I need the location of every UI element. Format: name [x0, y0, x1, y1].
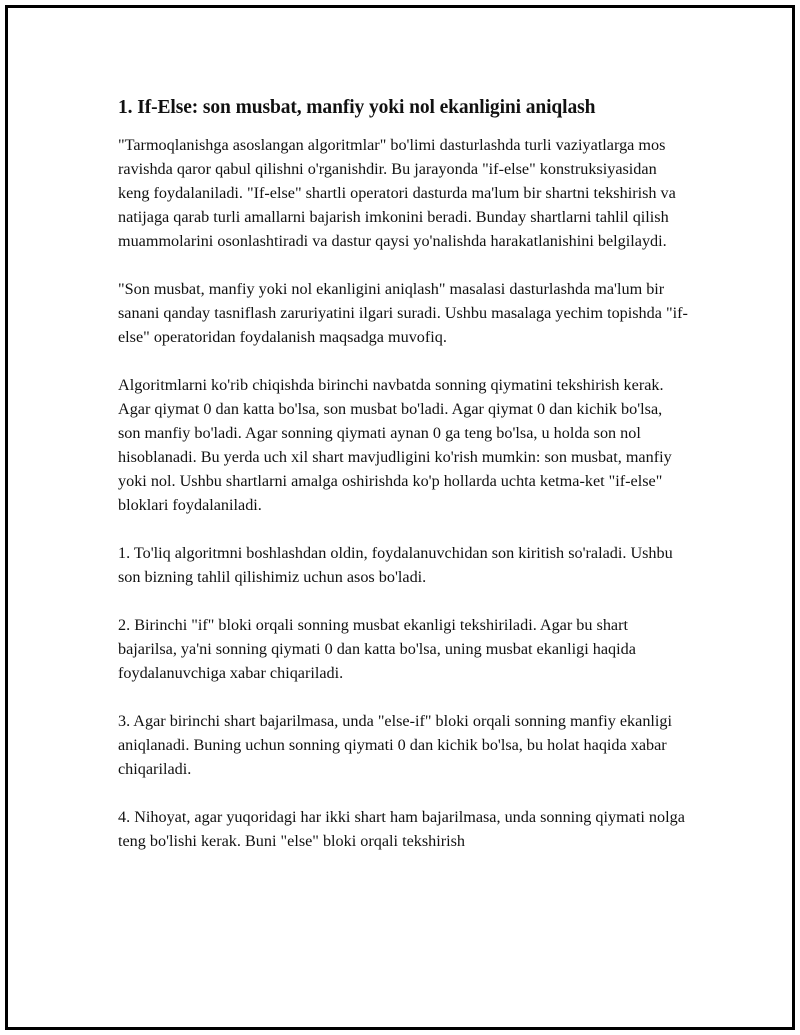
paragraph-step-1: 1. To'liq algoritmni boshlashdan oldin, foydalanuvchidan son kiritish so'raladi. Ushbu son bizning tahlil qilishimiz uchun asos bo'ladi. [118, 544, 673, 586]
paragraph-algorithm: Algoritmlarni ko'rib chiqishda birinchi navbatda sonning qiymatini tekshirish kerak. Agar qiymat 0 dan katta bo'lsa, son musbat bo'ladi. Agar qiymat 0 dan kichik bo'lsa, son manfiy bo'ladi. Agar sonning qiymati aynan 0 ga teng bo'lsa, u holda son nol hisoblanadi. Bu yerda uch xil shart mavjudligini ko'rish mumkin: son musbat, manfiy yoki nol. Ushbu shartlarni amalga oshirishda ko'p hollarda uchta ketma-ket "if-else" bloklari foydalaniladi. [118, 376, 672, 514]
paragraph-problem: "Son musbat, manfiy yoki nol ekanligini aniqlash" masalasi dasturlashda ma'lum bir sanani qanday tasniflash zaruriyatini ilgari suradi. Ushbu masalaga yechim topishda "if-else" operatoridan foydalanish maqsadga muvofiq. [118, 280, 688, 346]
paragraph-step-2: 2. Birinchi "if" bloki orqali sonning musbat ekanligi tekshiriladi. Agar bu shart bajarilsa, ya'ni sonning qiymati 0 dan katta bo'lsa, uning musbat ekanligi haqida foydalanuvchiga xabar chiqariladi. [118, 616, 636, 682]
paragraph-intro: "Tarmoqlanishga asoslangan algoritmlar" bo'limi dasturlashda turli vaziyatlarga mos ravishda qaror qabul qilishni o'rganishdir. Bu jarayonda "if-else" konstruksiyasidan keng foydalaniladi. "If-else" shartli operatori dasturda ma'lum bir shartni tekshirish va natijaga qarab turli amallarni bajarish imkonini beradi. Bunday shartlarni tahlil qilish muammolarini osonlashtiradi va dastur qaysi yo'nalishda harakatlanishini belgilaydi. [118, 136, 676, 250]
paragraph-step-3: 3. Agar birinchi shart bajarilmasa, unda "else-if" bloki orqali sonning manfiy ekanligi aniqlanadi. Buning uchun sonning qiymati 0 dan kichik bo'lsa, bu holat haqida xabar chiqariladi. [118, 712, 673, 778]
paragraph-step-4: 4. Nihoyat, agar yuqoridagi har ikki shart ham bajarilmasa, unda sonning qiymati nolga teng bo'lishi kerak. Buni "else" bloki orqali tekshirish [118, 808, 685, 850]
document-title: 1. If-Else: son musbat, manfiy yoki nol ekanligini aniqlash [118, 97, 596, 118]
document-body [118, 95, 688, 877]
